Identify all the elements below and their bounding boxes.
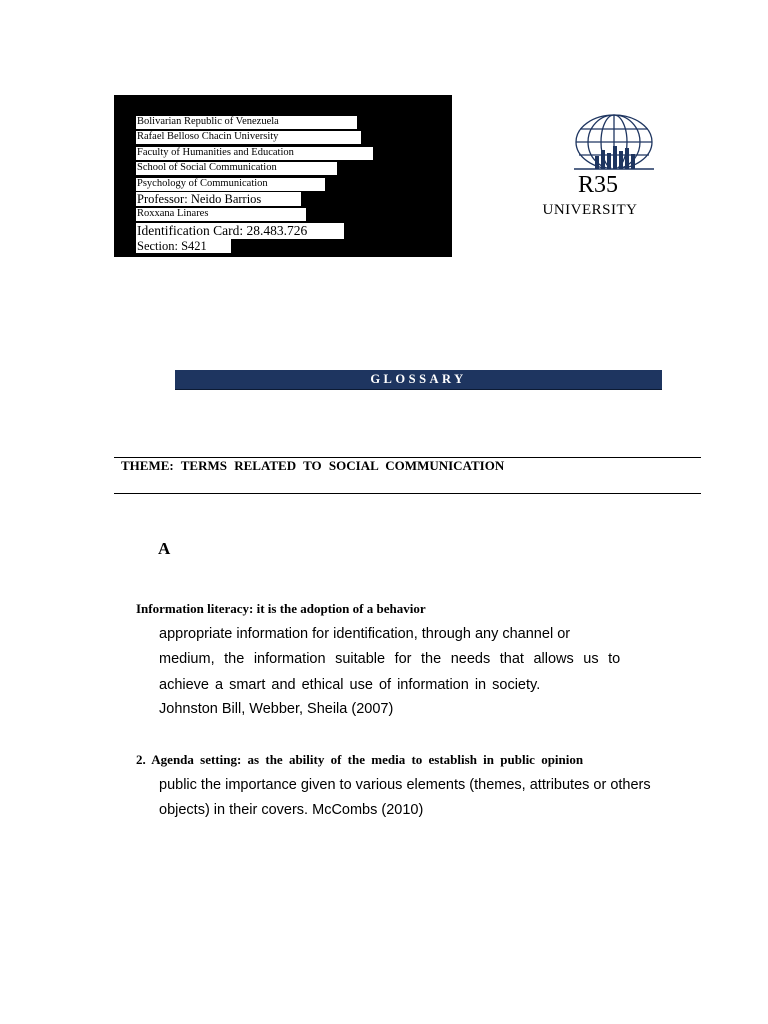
logo-subtitle: UNIVERSITY <box>542 202 638 218</box>
entry-line: medium, the information suitable for the needs that allows us to <box>159 651 621 667</box>
header-block <box>114 95 452 257</box>
theme-bottom-rule <box>114 493 701 494</box>
logo-name: R35 <box>577 172 618 198</box>
header-line-section: Section: S421 <box>136 239 231 253</box>
header-line-student: Roxxana Linares <box>136 208 306 221</box>
header-line-id-card: Identification Card: 28.483.726 <box>136 223 344 239</box>
entry-line: appropriate information for identification, through any channel or <box>159 626 571 642</box>
header-line-country: Bolivarian Republic of Venezuela <box>136 116 357 129</box>
header-line-faculty: Faculty of Humanities and Education <box>136 147 373 160</box>
theme-title: THEME: TERMS RELATED TO SOCIAL COMMUNICATION <box>121 458 505 473</box>
globe-icon <box>568 112 660 178</box>
header-line-school: School of Social Communication <box>136 162 337 175</box>
glossary-title: GLOSSARY <box>370 372 467 386</box>
entry-line: public the importance given to various elements (themes, attributes or others <box>159 777 651 793</box>
section-letter: A <box>158 539 171 558</box>
header-line-course: Psychology of Communication <box>136 178 325 191</box>
glossary-banner <box>175 370 662 389</box>
entry-citation: Johnston Bill, Webber, Sheila (2007) <box>159 701 394 717</box>
entry-line: objects) in their covers. McCombs (2010) <box>159 802 424 818</box>
entry-line: achieve a smart and ethical use of information in society. <box>159 677 541 693</box>
entry-heading-agenda-setting: 2. Agenda setting: as the ability of the media to establish in public opinion <box>136 752 584 767</box>
header-line-university: Rafael Belloso Chacin University <box>136 131 361 144</box>
entry-heading-information-literacy: Information literacy: it is the adoption of a behavior <box>136 601 426 616</box>
header-line-professor: Professor: Neido Barrios <box>136 192 301 206</box>
